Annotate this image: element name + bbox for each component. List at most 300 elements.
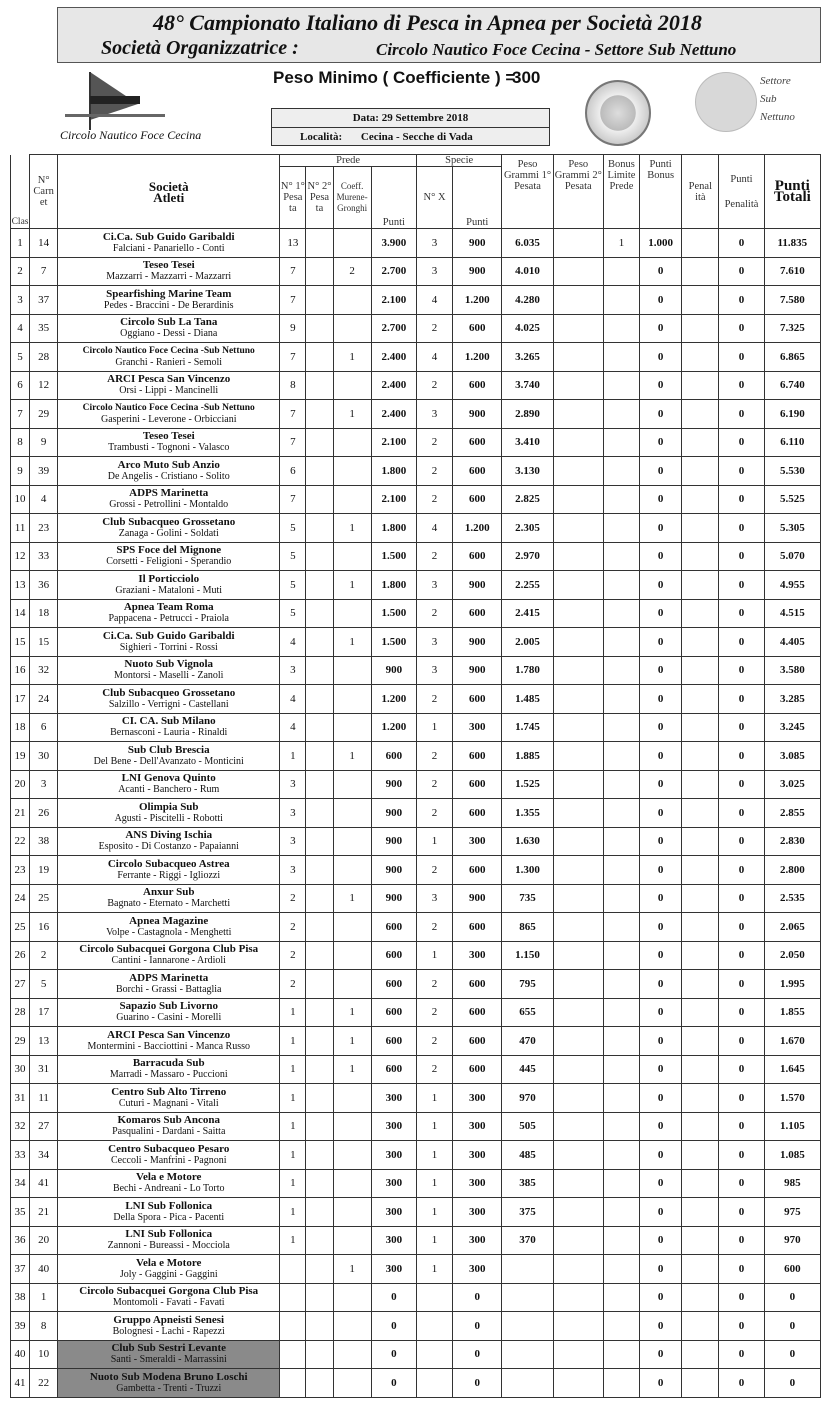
cell-n1: 5	[280, 571, 306, 600]
cell-n1: 8	[280, 371, 306, 400]
cell-peso1: 1.780	[502, 656, 553, 685]
cell-clas: 8	[11, 428, 30, 457]
cell-peso2	[553, 1340, 603, 1369]
cell-peso2	[553, 457, 603, 486]
cell-carnet: 12	[30, 371, 58, 400]
cell-n2	[306, 428, 333, 457]
cell-punti-specie: 1.200	[453, 286, 502, 315]
team-name: CI. CA. Sub Milano	[121, 715, 216, 728]
cell-nx: 2	[416, 913, 452, 942]
cell-nx: 3	[416, 229, 452, 258]
cell-totale: 2.800	[764, 856, 820, 885]
cell-peso1: 2.825	[502, 485, 553, 514]
cell-n2	[306, 970, 333, 999]
cell-clas: 16	[11, 656, 30, 685]
cell-coeff	[333, 1112, 371, 1141]
cell-punti-bonus: 0	[640, 799, 682, 828]
team-name: Club Sub Sestri Levante	[111, 1342, 227, 1355]
table-row	[11, 1312, 821, 1341]
cell-n2	[306, 998, 333, 1027]
table-row	[11, 913, 821, 942]
col-punti-penalita: Punti Penalità	[719, 155, 764, 229]
cell-clas: 23	[11, 856, 30, 885]
cell-penalita	[682, 229, 719, 258]
cell-totale: 6.740	[764, 371, 820, 400]
cell-nx: 2	[416, 685, 452, 714]
cell-penalita	[682, 998, 719, 1027]
cell-bonus	[603, 599, 639, 628]
cell-peso1: 655	[502, 998, 553, 1027]
table-row	[11, 742, 821, 771]
cell-punti-penalita: 0	[719, 884, 764, 913]
cell-punti-prede: 1.800	[371, 514, 416, 543]
team-athletes: Bernasconi - Lauria - Rinaldi	[110, 727, 228, 739]
cell-punti-bonus: 0	[640, 571, 682, 600]
cell-bonus	[603, 428, 639, 457]
cell-penalita	[682, 913, 719, 942]
event-info-box	[271, 108, 550, 146]
team-name: LNI Genova Quinto	[121, 772, 216, 785]
cell-n1	[280, 1369, 306, 1398]
cell-coeff: 1	[333, 1027, 371, 1056]
cell-bonus	[603, 1340, 639, 1369]
cell-n2	[306, 856, 333, 885]
cell-peso2	[553, 970, 603, 999]
cell-n2	[306, 770, 333, 799]
col-carnet: N° Carn et	[30, 155, 58, 229]
cell-n1: 5	[280, 514, 306, 543]
cell-clas: 33	[11, 1141, 30, 1170]
team-athletes: Graziani - Mataloni - Muti	[115, 584, 223, 596]
cell-n2	[306, 229, 333, 258]
cell-totale: 11.835	[764, 229, 820, 258]
cell-punti-bonus: 0	[640, 1198, 682, 1227]
cell-bonus	[603, 457, 639, 486]
cell-bonus	[603, 343, 639, 372]
cell-clas: 6	[11, 371, 30, 400]
table-row	[11, 1255, 821, 1284]
results-table	[10, 154, 821, 1398]
table-row	[11, 1055, 821, 1084]
team-athletes: Del Bene - Dell'Avanzato - Monticini	[93, 755, 244, 767]
team-athletes: Grossi - Petrollini - Montaldo	[109, 499, 229, 511]
cell-coeff: 1	[333, 884, 371, 913]
cell-peso2	[553, 1112, 603, 1141]
cell-team	[58, 400, 280, 429]
team-athletes: Cuturi - Magnani - Vitali	[118, 1097, 219, 1109]
team-name: Circolo Subacquei Gorgona Club Pisa	[79, 943, 259, 956]
cell-peso2	[553, 685, 603, 714]
cell-totale: 1.085	[764, 1141, 820, 1170]
cell-punti-penalita: 0	[719, 1369, 764, 1398]
cell-punti-prede: 2.700	[371, 314, 416, 343]
cell-punti-specie: 300	[453, 827, 502, 856]
cell-nx: 1	[416, 1169, 452, 1198]
cell-totale: 975	[764, 1198, 820, 1227]
cell-peso1: 1.745	[502, 713, 553, 742]
team-athletes: Zannoni - Bureassi - Mocciola	[107, 1240, 230, 1252]
cell-punti-prede: 900	[371, 799, 416, 828]
cell-punti-prede: 600	[371, 1055, 416, 1084]
table-row	[11, 884, 821, 913]
page-title: 48° Campionato Italiano di Pesca in Apnea per Società 2018	[153, 10, 702, 35]
cell-punti-penalita: 0	[719, 1255, 764, 1284]
table-row	[11, 257, 821, 286]
cell-bonus	[603, 685, 639, 714]
cell-peso2	[553, 998, 603, 1027]
cell-n1: 1	[280, 1112, 306, 1141]
cell-totale: 1.570	[764, 1084, 820, 1113]
cell-peso2	[553, 913, 603, 942]
cell-team	[58, 257, 280, 286]
table-row	[11, 1283, 821, 1312]
team-name: Olimpia Sub	[138, 800, 199, 813]
cell-punti-penalita: 0	[719, 257, 764, 286]
cell-coeff	[333, 941, 371, 970]
cell-punti-penalita: 0	[719, 970, 764, 999]
cell-n2	[306, 1340, 333, 1369]
cell-punti-specie: 300	[453, 1255, 502, 1284]
team-name: Sub Club Brescia	[127, 743, 210, 756]
cell-penalita	[682, 628, 719, 657]
cell-carnet: 13	[30, 1027, 58, 1056]
cell-peso2	[553, 428, 603, 457]
cell-punti-prede: 3.900	[371, 229, 416, 258]
team-name: ANS Diving Ischia	[125, 829, 213, 842]
cell-coeff: 2	[333, 257, 371, 286]
cell-carnet: 29	[30, 400, 58, 429]
cell-n1: 5	[280, 542, 306, 571]
cell-punti-specie: 300	[453, 941, 502, 970]
cell-n1: 1	[280, 1141, 306, 1170]
cell-punti-specie: 600	[453, 799, 502, 828]
table-row	[11, 542, 821, 571]
sub-nettuno-logo-icon	[695, 72, 757, 132]
cell-peso1: 6.035	[502, 229, 553, 258]
cell-clas: 20	[11, 770, 30, 799]
cell-carnet: 25	[30, 884, 58, 913]
cell-n1: 1	[280, 1027, 306, 1056]
cell-coeff	[333, 485, 371, 514]
team-name: Apnea Team Roma	[123, 601, 214, 614]
cell-n2	[306, 286, 333, 315]
cell-team	[58, 742, 280, 771]
cell-punti-specie: 900	[453, 571, 502, 600]
cell-punti-prede: 2.400	[371, 343, 416, 372]
cell-team	[58, 457, 280, 486]
cell-coeff: 1	[333, 514, 371, 543]
table-row	[11, 799, 821, 828]
col-nx: N° X	[416, 167, 452, 229]
cell-punti-prede: 300	[371, 1141, 416, 1170]
cell-punti-bonus: 0	[640, 1369, 682, 1398]
cell-punti-specie: 600	[453, 371, 502, 400]
cell-punti-penalita: 0	[719, 457, 764, 486]
cell-peso1	[502, 1283, 553, 1312]
cell-totale: 1.855	[764, 998, 820, 1027]
cell-team	[58, 371, 280, 400]
cell-carnet: 14	[30, 229, 58, 258]
cell-punti-penalita: 0	[719, 542, 764, 571]
cell-punti-prede: 2.100	[371, 485, 416, 514]
cell-penalita	[682, 1027, 719, 1056]
cell-peso2	[553, 599, 603, 628]
col-specie-group: Specie	[416, 155, 501, 167]
cell-team	[58, 599, 280, 628]
cell-totale: 6.190	[764, 400, 820, 429]
cell-peso1: 1.525	[502, 770, 553, 799]
cell-totale: 2.065	[764, 913, 820, 942]
cell-peso1: 4.280	[502, 286, 553, 315]
cell-peso2	[553, 1169, 603, 1198]
team-athletes: Joly - Gaggini - Gaggini	[119, 1268, 218, 1280]
cell-peso2	[553, 742, 603, 771]
cell-punti-penalita: 0	[719, 1141, 764, 1170]
cell-punti-prede: 2.100	[371, 428, 416, 457]
cell-n2	[306, 1198, 333, 1227]
cell-totale: 4.515	[764, 599, 820, 628]
cell-punti-bonus: 0	[640, 970, 682, 999]
table-row	[11, 713, 821, 742]
col-bonus-limite: Bonus Limite Prede	[603, 155, 639, 229]
cell-coeff: 1	[333, 998, 371, 1027]
cell-nx: 1	[416, 1198, 452, 1227]
table-row	[11, 286, 821, 315]
cell-punti-prede: 2.100	[371, 286, 416, 315]
cell-peso2	[553, 1141, 603, 1170]
cell-punti-specie: 900	[453, 229, 502, 258]
cell-totale: 7.325	[764, 314, 820, 343]
cell-coeff	[333, 770, 371, 799]
cell-coeff	[333, 856, 371, 885]
cell-coeff	[333, 1283, 371, 1312]
cell-team	[58, 884, 280, 913]
cell-peso2	[553, 1055, 603, 1084]
cell-team	[58, 1340, 280, 1369]
cell-punti-bonus: 0	[640, 827, 682, 856]
cell-coeff	[333, 685, 371, 714]
cell-bonus	[603, 827, 639, 856]
cell-punti-penalita: 0	[719, 428, 764, 457]
col-penalita: Penal ità	[682, 155, 719, 229]
cell-punti-bonus: 0	[640, 485, 682, 514]
cell-clas: 10	[11, 485, 30, 514]
cell-punti-specie: 600	[453, 998, 502, 1027]
cell-team	[58, 1141, 280, 1170]
min-weight-label: Peso Minimo ( Coefficiente ) =	[273, 68, 516, 87]
cell-penalita	[682, 685, 719, 714]
cell-punti-specie: 600	[453, 314, 502, 343]
team-name: Club Subacqueo Grossetano	[102, 515, 236, 528]
cell-totale: 1.645	[764, 1055, 820, 1084]
cell-team	[58, 343, 280, 372]
cell-carnet: 28	[30, 343, 58, 372]
cell-punti-penalita: 0	[719, 827, 764, 856]
team-athletes: Bolognesi - Lachi - Rapezzi	[112, 1325, 225, 1337]
cell-nx: 2	[416, 1027, 452, 1056]
col-peso2: Peso Grammi 2° Pesata	[553, 155, 603, 229]
cell-totale: 0	[764, 1340, 820, 1369]
cell-peso2	[553, 286, 603, 315]
cell-team	[58, 1255, 280, 1284]
cell-n2	[306, 685, 333, 714]
cell-team	[58, 229, 280, 258]
cell-peso2	[553, 371, 603, 400]
cell-bonus	[603, 913, 639, 942]
cell-punti-penalita: 0	[719, 1198, 764, 1227]
team-name: Vela e Motore	[136, 1256, 202, 1269]
cell-carnet: 26	[30, 799, 58, 828]
cell-totale: 6.110	[764, 428, 820, 457]
team-name: Sapazio Sub Livorno	[119, 1000, 218, 1013]
cell-punti-bonus: 0	[640, 1112, 682, 1141]
cell-clas: 9	[11, 457, 30, 486]
cell-n2	[306, 884, 333, 913]
table-row	[11, 400, 821, 429]
cell-punti-penalita: 0	[719, 599, 764, 628]
cell-punti-prede: 1.800	[371, 571, 416, 600]
col-punti-bonus: Punti Bonus	[640, 155, 682, 229]
cell-team	[58, 970, 280, 999]
cell-punti-penalita: 0	[719, 371, 764, 400]
col-n1: N° 1° Pesa ta	[280, 167, 306, 229]
right-logo-text: Settore Sub Nettuno	[760, 75, 795, 123]
cell-n1: 3	[280, 827, 306, 856]
cell-nx: 2	[416, 485, 452, 514]
cell-carnet: 8	[30, 1312, 58, 1341]
cell-peso1: 795	[502, 970, 553, 999]
cell-peso2	[553, 1084, 603, 1113]
cell-punti-specie: 600	[453, 970, 502, 999]
cell-n2	[306, 571, 333, 600]
cell-punti-prede: 600	[371, 941, 416, 970]
cell-clas: 14	[11, 599, 30, 628]
table-row	[11, 1084, 821, 1113]
cell-punti-prede: 0	[371, 1369, 416, 1398]
cell-punti-bonus: 0	[640, 514, 682, 543]
cell-carnet: 15	[30, 628, 58, 657]
cell-team	[58, 1169, 280, 1198]
cell-nx: 2	[416, 1055, 452, 1084]
cell-carnet: 35	[30, 314, 58, 343]
cell-peso1: 370	[502, 1226, 553, 1255]
cell-nx: 1	[416, 713, 452, 742]
cell-bonus	[603, 1283, 639, 1312]
cell-carnet: 19	[30, 856, 58, 885]
cell-bonus	[603, 1312, 639, 1341]
cell-n2	[306, 514, 333, 543]
table-row	[11, 1226, 821, 1255]
cell-carnet: 27	[30, 1112, 58, 1141]
cell-penalita	[682, 1198, 719, 1227]
cell-totale: 0	[764, 1312, 820, 1341]
cell-n1: 9	[280, 314, 306, 343]
cell-coeff	[333, 229, 371, 258]
cell-clas: 36	[11, 1226, 30, 1255]
cell-clas: 12	[11, 542, 30, 571]
cell-coeff: 1	[333, 1255, 371, 1284]
cell-nx: 1	[416, 941, 452, 970]
cell-punti-bonus: 1.000	[640, 229, 682, 258]
team-name: Gruppo Apneisti Senesi	[113, 1313, 225, 1326]
team-athletes: Ceccoli - Manfrini - Pagnoni	[110, 1154, 227, 1166]
cell-punti-specie: 0	[453, 1369, 502, 1398]
cell-penalita	[682, 884, 719, 913]
cell-team	[58, 770, 280, 799]
cell-punti-prede: 2.400	[371, 371, 416, 400]
cell-penalita	[682, 428, 719, 457]
cell-team	[58, 685, 280, 714]
cell-clas: 11	[11, 514, 30, 543]
cell-team	[58, 713, 280, 742]
cell-totale: 2.830	[764, 827, 820, 856]
cell-punti-prede: 900	[371, 656, 416, 685]
cell-totale: 2.050	[764, 941, 820, 970]
cell-punti-prede: 900	[371, 884, 416, 913]
team-athletes: Granchi - Ranieri - Semoli	[115, 356, 223, 368]
cell-totale: 2.855	[764, 799, 820, 828]
table-row	[11, 1198, 821, 1227]
table-row	[11, 685, 821, 714]
cell-punti-prede: 300	[371, 1198, 416, 1227]
cell-totale: 1.995	[764, 970, 820, 999]
cell-coeff	[333, 1169, 371, 1198]
cell-carnet: 6	[30, 713, 58, 742]
table-row	[11, 1141, 821, 1170]
cell-n1	[280, 1312, 306, 1341]
cell-peso2	[553, 343, 603, 372]
cell-n1: 5	[280, 599, 306, 628]
cell-peso1	[502, 1340, 553, 1369]
team-athletes: Gasperini - Leverone - Orbicciani	[100, 413, 237, 425]
cell-n1: 7	[280, 286, 306, 315]
cell-punti-prede: 300	[371, 1112, 416, 1141]
cell-peso1: 445	[502, 1055, 553, 1084]
cell-punti-bonus: 0	[640, 941, 682, 970]
cell-bonus	[603, 257, 639, 286]
cell-bonus	[603, 856, 639, 885]
table-row	[11, 514, 821, 543]
cell-clas: 3	[11, 286, 30, 315]
cell-clas: 13	[11, 571, 30, 600]
cell-carnet: 40	[30, 1255, 58, 1284]
cell-nx: 4	[416, 343, 452, 372]
cell-peso2	[553, 400, 603, 429]
cell-punti-bonus: 0	[640, 1312, 682, 1341]
team-athletes: Falciani - Panariello - Conti	[112, 242, 225, 254]
cell-penalita	[682, 1141, 719, 1170]
cell-clas: 15	[11, 628, 30, 657]
cell-bonus	[603, 1255, 639, 1284]
cell-n1: 1	[280, 998, 306, 1027]
cell-penalita	[682, 799, 719, 828]
cell-clas: 34	[11, 1169, 30, 1198]
cell-peso2	[553, 1027, 603, 1056]
organizer-label: Società Organizzatrice :	[101, 37, 299, 59]
cell-carnet: 11	[30, 1084, 58, 1113]
cell-coeff	[333, 1226, 371, 1255]
cell-clas: 5	[11, 343, 30, 372]
cell-punti-prede: 600	[371, 998, 416, 1027]
cell-n1: 1	[280, 1169, 306, 1198]
cell-punti-penalita: 0	[719, 770, 764, 799]
col-clas: Clas	[11, 155, 30, 229]
cell-totale: 5.525	[764, 485, 820, 514]
cell-n1: 3	[280, 770, 306, 799]
cell-peso2	[553, 1312, 603, 1341]
team-name: Centro Subacqueo Pesaro	[108, 1142, 230, 1155]
cell-peso2	[553, 1226, 603, 1255]
